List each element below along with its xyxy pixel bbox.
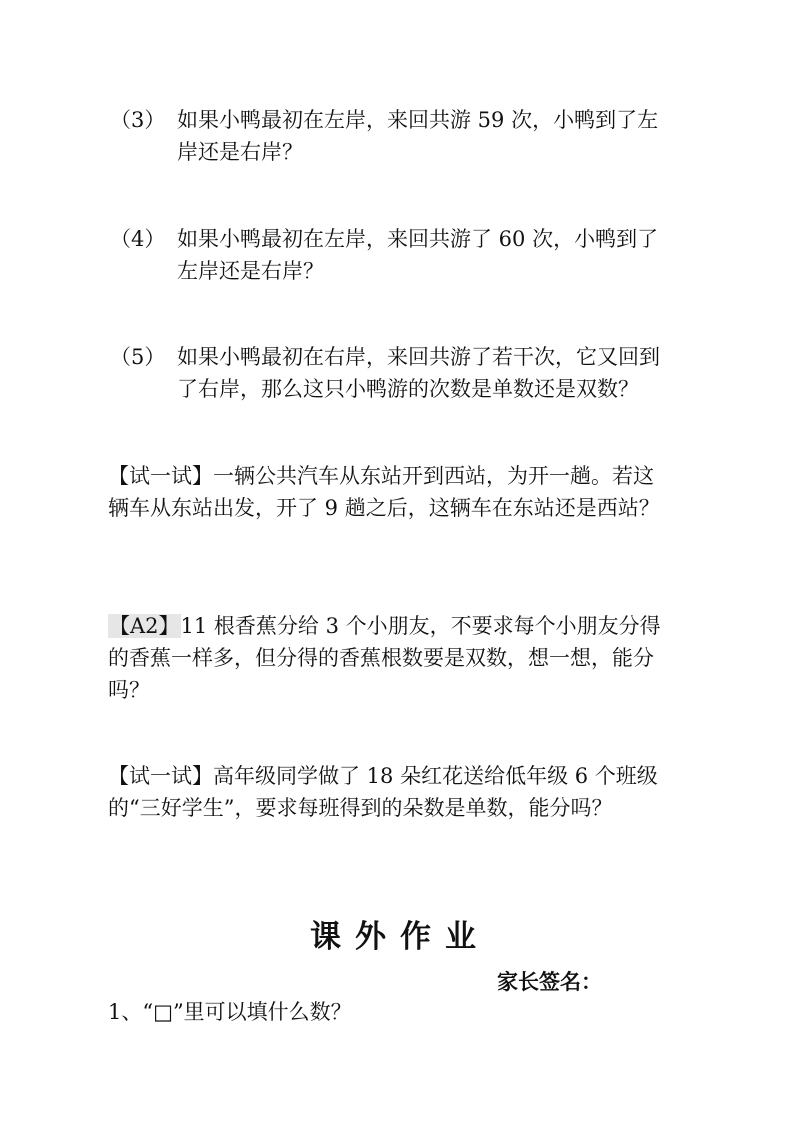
question-5-number: （5） <box>110 345 166 369</box>
homework-title: 课外作业 <box>310 919 490 955</box>
a2-tag: 【A2】 <box>109 614 180 638</box>
try-2-line-1: 【试一试】高年级同学做了 18 朵红花送给低年级 6 个班级 <box>108 764 658 788</box>
question-3-line-2: 岸还是右岸？ <box>177 140 303 164</box>
question-3-line-1: 如果小鸭最初在左岸，来回共游 59 次，小鸭到了左 <box>177 108 659 132</box>
try-2-line-2: 的“三好学生”，要求每班得到的朵数是单数，能分吗？ <box>108 796 613 820</box>
a2-line-1 <box>108 610 661 642</box>
question-5-line-1: 如果小鸭最初在右岸，来回共游了若干次，它又回到 <box>177 345 660 369</box>
homework-item-1: 1、“□”里可以填什么数？ <box>108 1000 352 1024</box>
parent-signature-label: 家长签名： <box>497 970 602 994</box>
question-4-line-1: 如果小鸭最初在左岸，来回共游了 60 次，小鸭到了 <box>177 227 659 251</box>
question-3-number: （3） <box>110 108 166 132</box>
a2-line-2: 的香蕉一样多，但分得的香蕉根数要是双数，想一想，能分 <box>108 646 654 670</box>
question-4-number: （4） <box>110 227 166 251</box>
try-1-line-1: 【试一试】一辆公共汽车从东站开到西站，为开一趟。若这 <box>108 464 654 488</box>
question-5-line-2: 了右岸，那么这只小鸭游的次数是单数还是双数？ <box>177 377 639 401</box>
a2-line-1-text: 11 根香蕉分给 3 个小朋友，不要求每个小朋友分得 <box>180 614 661 638</box>
a2-line-3: 吗？ <box>108 678 150 702</box>
question-4-line-2: 左岸还是右岸？ <box>177 259 324 283</box>
try-1-line-2: 辆车从东站出发，开了 9 趟之后，这辆车在东站还是西站？ <box>108 496 660 520</box>
